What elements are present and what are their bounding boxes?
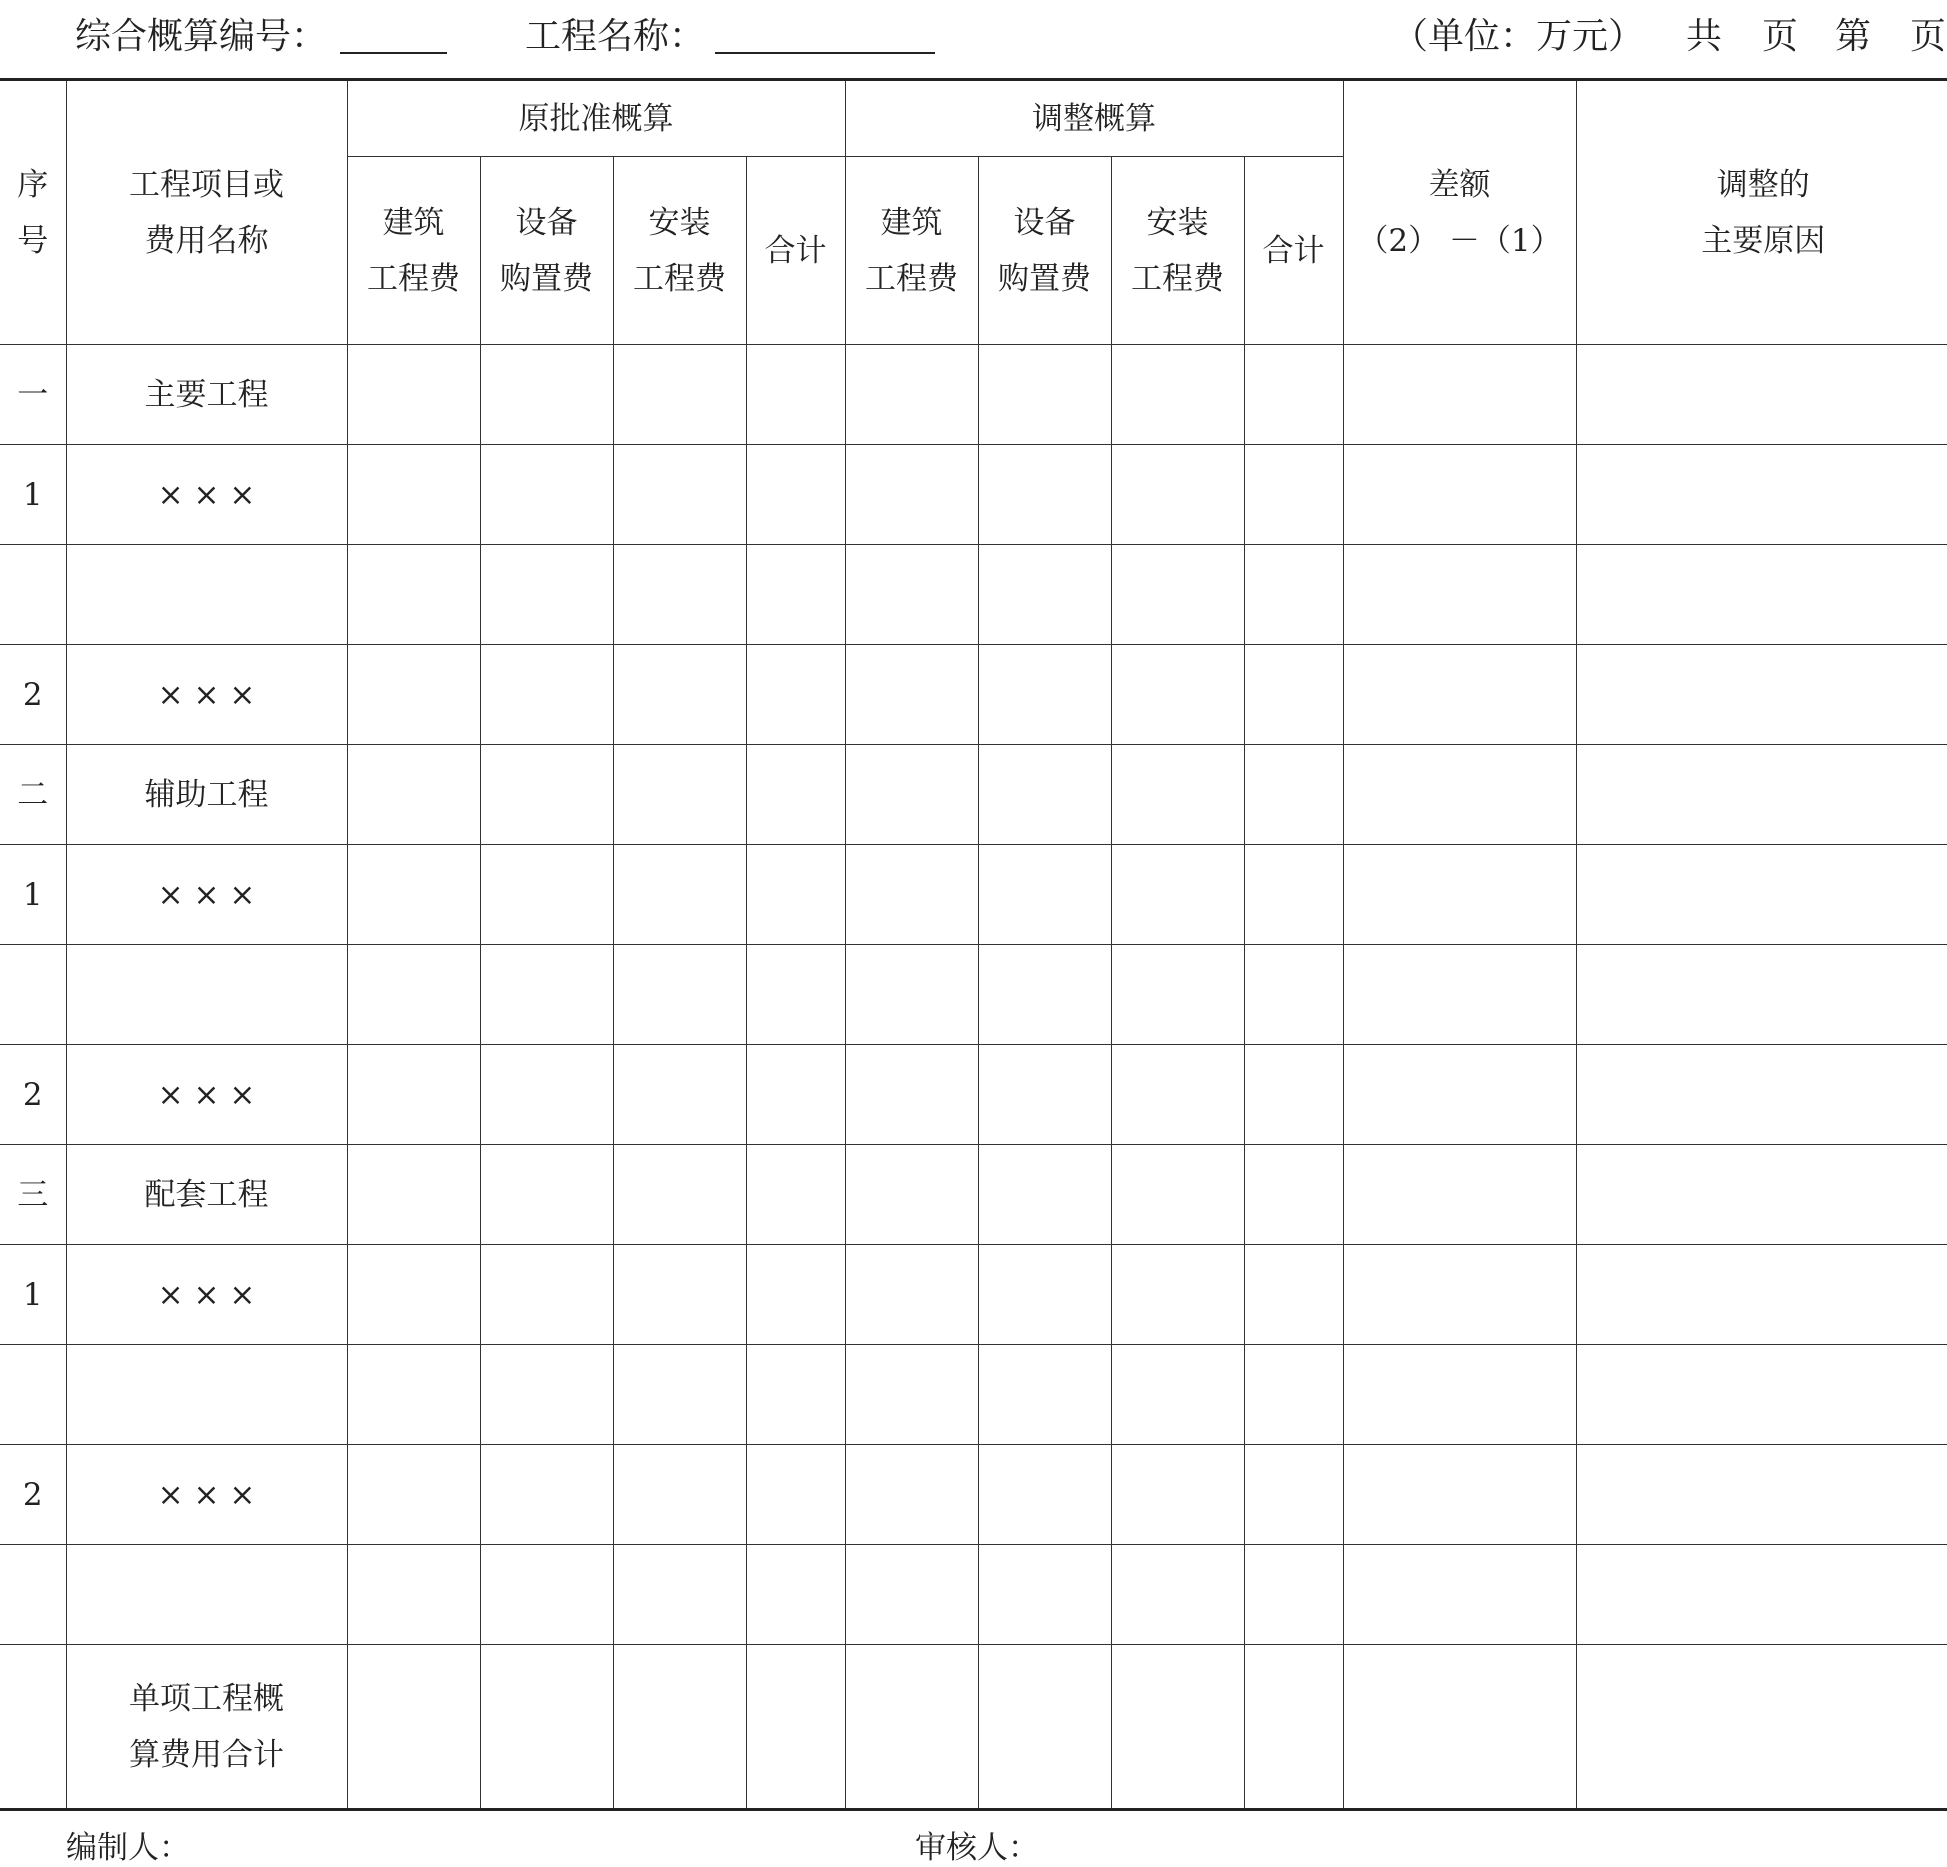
empty-amount-cell[interactable] [1111,645,1244,745]
row-seq-cell: 2 [0,645,66,745]
empty-amount-cell[interactable] [480,445,613,545]
empty-amount-cell[interactable] [845,545,978,645]
preparer-label: 编制人： [66,1830,190,1866]
empty-amount-cell[interactable] [1244,1545,1343,1645]
empty-amount-cell[interactable] [1244,1345,1343,1445]
empty-amount-cell[interactable] [845,745,978,845]
empty-amount-cell[interactable] [1343,1245,1576,1345]
empty-amount-cell[interactable] [1343,1345,1576,1445]
unit-label: （单位：万元） [1392,16,1645,57]
empty-amount-cell[interactable] [1244,845,1343,945]
empty-amount-cell[interactable] [347,1145,480,1245]
project-name-blank [715,52,935,54]
empty-amount-cell[interactable] [613,645,746,745]
empty-amount-cell[interactable] [613,345,746,445]
empty-amount-cell[interactable] [1111,1045,1244,1145]
row-seq-cell: 1 [0,1245,66,1345]
empty-amount-cell[interactable] [978,1145,1111,1245]
empty-amount-cell[interactable] [1576,1045,1947,1145]
empty-amount-cell[interactable] [347,645,480,745]
empty-amount-cell[interactable] [845,1245,978,1345]
empty-amount-cell[interactable] [347,1545,480,1645]
empty-amount-cell[interactable] [613,745,746,845]
empty-amount-cell[interactable] [845,1345,978,1445]
empty-amount-cell[interactable] [1343,1645,1576,1810]
empty-amount-cell[interactable] [978,545,1111,645]
col-name-header: 工程项目或 费用名称 [66,80,347,345]
empty-amount-cell[interactable] [347,1645,480,1810]
empty-amount-cell[interactable] [613,1345,746,1445]
row-name-cell [66,945,347,1045]
empty-amount-cell[interactable] [613,1445,746,1545]
empty-amount-cell[interactable] [1576,345,1947,445]
adj-equipment-cost-header: 设备 购置费 [978,157,1111,345]
empty-amount-cell[interactable] [845,345,978,445]
row-seq-cell [0,945,66,1045]
total-row-name-cell: 单项工程概 算费用合计 [66,1645,347,1810]
empty-amount-cell[interactable] [1343,445,1576,545]
row-name-cell: × × × [66,1245,347,1345]
empty-amount-cell[interactable] [480,1545,613,1645]
empty-amount-cell[interactable] [347,345,480,445]
table-row [0,345,1947,445]
empty-amount-cell[interactable] [347,745,480,845]
page-word-1: 页 [1762,16,1799,57]
empty-amount-cell[interactable] [480,1345,613,1445]
empty-amount-cell[interactable] [480,1245,613,1345]
estimate-adjustment-table [0,78,1947,1811]
empty-amount-cell[interactable] [347,1245,480,1345]
empty-amount-cell[interactable] [978,1445,1111,1545]
empty-amount-cell[interactable] [1576,545,1947,645]
empty-amount-cell[interactable] [1111,945,1244,1045]
col-seq-header: 序 号 [0,80,66,345]
estimate-number-label: 综合概算编号： [75,16,328,57]
empty-amount-cell[interactable] [613,445,746,545]
row-seq-cell [0,1345,66,1445]
empty-amount-cell[interactable] [1576,1145,1947,1245]
empty-amount-cell[interactable] [978,945,1111,1045]
orig-install-cost-header: 安装 工程费 [613,157,746,345]
table-row [0,645,1947,745]
table-row [0,445,1947,545]
empty-amount-cell[interactable] [978,845,1111,945]
empty-amount-cell[interactable] [1343,1045,1576,1145]
empty-amount-cell[interactable] [613,1045,746,1145]
empty-amount-cell[interactable] [1343,545,1576,645]
estimate-number-blank [340,52,447,54]
row-seq-cell: 1 [0,845,66,945]
empty-amount-cell[interactable] [480,745,613,845]
empty-amount-cell[interactable] [978,1045,1111,1145]
empty-amount-cell[interactable] [1576,1545,1947,1645]
empty-amount-cell[interactable] [347,1445,480,1545]
empty-amount-cell[interactable] [613,945,746,1045]
empty-amount-cell[interactable] [845,445,978,545]
empty-amount-cell[interactable] [613,545,746,645]
header-row-1 [0,80,1947,157]
table-row [0,1445,1947,1545]
empty-amount-cell[interactable] [1244,945,1343,1045]
table-row [0,845,1947,945]
empty-amount-cell[interactable] [746,1545,845,1645]
empty-amount-cell[interactable] [1244,645,1343,745]
empty-amount-cell[interactable] [978,1345,1111,1445]
table-row [0,545,1947,645]
row-name-cell: × × × [66,445,347,545]
empty-amount-cell[interactable] [1244,345,1343,445]
empty-amount-cell[interactable] [480,1045,613,1145]
empty-amount-cell[interactable] [1244,545,1343,645]
empty-amount-cell[interactable] [1576,945,1947,1045]
empty-amount-cell[interactable] [1343,945,1576,1045]
empty-amount-cell[interactable] [480,845,613,945]
empty-amount-cell[interactable] [746,1145,845,1245]
row-seq-cell [0,1645,66,1810]
row-name-cell: 辅助工程 [66,745,347,845]
empty-amount-cell[interactable] [1576,1345,1947,1445]
empty-amount-cell[interactable] [746,1645,845,1810]
row-name-cell: × × × [66,1045,347,1145]
empty-amount-cell[interactable] [978,345,1111,445]
empty-amount-cell[interactable] [1244,1445,1343,1545]
empty-amount-cell[interactable] [613,1645,746,1810]
adjusted-estimate-header: 调整概算 [845,80,1343,157]
reason-header: 调整的 主要原因 [1576,80,1947,345]
page-total-label: 共 [1686,16,1723,57]
empty-amount-cell[interactable] [978,1545,1111,1645]
empty-amount-cell[interactable] [845,845,978,945]
empty-amount-cell[interactable] [1111,1245,1244,1345]
row-name-cell [66,1345,347,1445]
empty-amount-cell[interactable] [1111,1545,1244,1645]
empty-amount-cell[interactable] [1343,345,1576,445]
row-seq-cell: 2 [0,1445,66,1545]
empty-amount-cell[interactable] [1111,845,1244,945]
empty-amount-cell[interactable] [1111,345,1244,445]
empty-amount-cell[interactable] [746,1045,845,1145]
empty-amount-cell[interactable] [1111,745,1244,845]
table-row [0,1345,1947,1445]
row-seq-cell [0,1545,66,1645]
empty-amount-cell[interactable] [1244,745,1343,845]
adj-total-header: 合计 [1244,157,1343,345]
empty-amount-cell[interactable] [613,1245,746,1345]
empty-amount-cell[interactable] [1576,1245,1947,1345]
empty-amount-cell[interactable] [613,1545,746,1645]
empty-amount-cell[interactable] [845,1045,978,1145]
empty-amount-cell[interactable] [1111,1645,1244,1810]
empty-amount-cell[interactable] [1343,1145,1576,1245]
empty-amount-cell[interactable] [845,1145,978,1245]
empty-amount-cell[interactable] [1343,1445,1576,1545]
empty-amount-cell[interactable] [845,1545,978,1645]
table-row [0,945,1947,1045]
empty-amount-cell[interactable] [480,1445,613,1545]
empty-amount-cell[interactable] [480,945,613,1045]
empty-amount-cell[interactable] [1244,1245,1343,1345]
adj-install-cost-header: 安装 工程费 [1111,157,1244,345]
empty-amount-cell[interactable] [480,545,613,645]
empty-amount-cell[interactable] [480,1145,613,1245]
row-seq-cell: 2 [0,1045,66,1145]
empty-amount-cell[interactable] [978,645,1111,745]
original-estimate-header: 原批准概算 [347,80,845,157]
empty-amount-cell[interactable] [1111,1145,1244,1245]
row-seq-cell: 一 [0,345,66,445]
empty-amount-cell[interactable] [347,945,480,1045]
form-header [0,0,1947,60]
empty-amount-cell[interactable] [1576,1645,1947,1810]
empty-amount-cell[interactable] [746,745,845,845]
row-name-cell: 配套工程 [66,1145,347,1245]
empty-amount-cell[interactable] [347,545,480,645]
empty-amount-cell[interactable] [746,1245,845,1345]
empty-amount-cell[interactable] [1343,1545,1576,1645]
adj-build-cost-header: 建筑 工程费 [845,157,978,345]
orig-build-cost-header: 建筑 工程费 [347,157,480,345]
empty-amount-cell[interactable] [1244,1645,1343,1810]
empty-amount-cell[interactable] [746,545,845,645]
empty-amount-cell[interactable] [845,1445,978,1545]
empty-amount-cell[interactable] [1244,1045,1343,1145]
empty-amount-cell[interactable] [1343,845,1576,945]
empty-amount-cell[interactable] [845,945,978,1045]
row-name-cell: × × × [66,1445,347,1545]
empty-amount-cell[interactable] [746,1345,845,1445]
empty-amount-cell[interactable] [1576,1445,1947,1545]
row-seq-cell [0,545,66,645]
table-row [0,1145,1947,1245]
row-name-cell: 主要工程 [66,345,347,445]
empty-amount-cell[interactable] [347,1345,480,1445]
table-row [0,1045,1947,1145]
difference-header: 差额 （2） －（1） [1343,80,1576,345]
empty-amount-cell[interactable] [1343,645,1576,745]
empty-amount-cell[interactable] [480,345,613,445]
empty-amount-cell[interactable] [978,445,1111,545]
empty-amount-cell[interactable] [1576,845,1947,945]
empty-amount-cell[interactable] [1111,445,1244,545]
row-seq-cell: 二 [0,745,66,845]
table-row [0,745,1947,845]
table-row [0,1245,1947,1345]
empty-amount-cell[interactable] [1343,745,1576,845]
orig-total-header: 合计 [746,157,845,345]
page-word-2: 页 [1910,16,1947,57]
empty-amount-cell[interactable] [1576,445,1947,545]
orig-equipment-cost-header: 设备 购置费 [480,157,613,345]
empty-amount-cell[interactable] [1244,445,1343,545]
empty-amount-cell[interactable] [746,945,845,1045]
empty-amount-cell[interactable] [480,645,613,745]
empty-amount-cell[interactable] [1244,1145,1343,1245]
empty-amount-cell[interactable] [613,845,746,945]
empty-amount-cell[interactable] [978,1645,1111,1810]
total-row [0,1645,1947,1810]
row-seq-cell: 三 [0,1145,66,1245]
empty-amount-cell[interactable] [845,645,978,745]
empty-amount-cell[interactable] [1111,1445,1244,1545]
row-name-cell: × × × [66,845,347,945]
table-row [0,1545,1947,1645]
empty-amount-cell[interactable] [746,445,845,545]
empty-amount-cell[interactable] [746,645,845,745]
empty-amount-cell[interactable] [746,345,845,445]
row-seq-cell: 1 [0,445,66,545]
empty-amount-cell[interactable] [1576,645,1947,745]
empty-amount-cell[interactable] [1111,1345,1244,1445]
page-current-label: 第 [1835,16,1872,57]
empty-amount-cell[interactable] [845,1645,978,1810]
empty-amount-cell[interactable] [480,1645,613,1810]
row-name-cell: × × × [66,645,347,745]
empty-amount-cell[interactable] [746,845,845,945]
empty-amount-cell[interactable] [347,445,480,545]
empty-amount-cell[interactable] [1111,545,1244,645]
empty-amount-cell[interactable] [347,1045,480,1145]
row-name-cell [66,1545,347,1645]
row-name-cell [66,545,347,645]
empty-amount-cell[interactable] [347,845,480,945]
project-name-label: 工程名称： [525,16,706,57]
empty-amount-cell[interactable] [978,745,1111,845]
empty-amount-cell[interactable] [746,1445,845,1545]
empty-amount-cell[interactable] [613,1145,746,1245]
reviewer-label: 审核人： [915,1830,1039,1866]
empty-amount-cell[interactable] [978,1245,1111,1345]
empty-amount-cell[interactable] [1576,745,1947,845]
